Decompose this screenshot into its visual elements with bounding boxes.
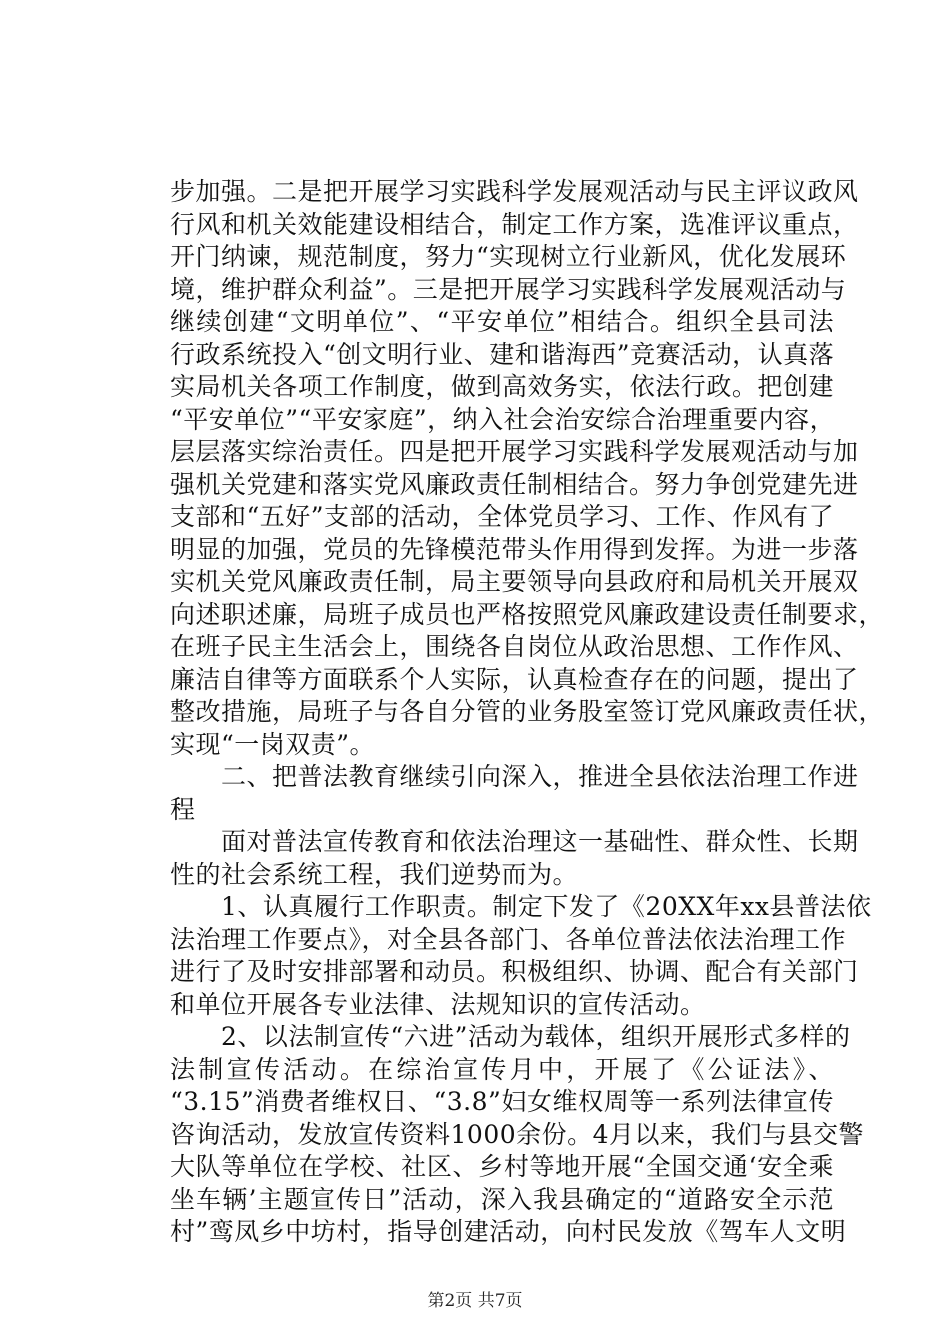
text-line: 继续创建“文明单位”、“平安单位”相结合。组织全县司法 xyxy=(170,307,834,336)
text-line: 强机关党建和落实党风廉政责任制相结合。努力争创党建先进 xyxy=(170,469,859,499)
text-line: 1、认真履行工作职责。制定下发了《20XX年xx县普法依 xyxy=(170,892,872,921)
text-line: 行风和机关效能建设相结合，制定工作方案，选准评议重点， xyxy=(170,209,859,239)
text-line: 开门纳谏，规范制度，努力“实现树立行业新风，优化发展环 xyxy=(170,242,847,271)
text-line: 咨询活动，发放宣传资料1000余份。4月以来，我们与县交警 xyxy=(170,1119,865,1149)
text-line: 境，维护群众利益”。三是把开展学习实践科学发展观活动与 xyxy=(170,274,847,304)
text-line: 实现“一岗双责”。 xyxy=(170,729,376,759)
text-line: 法治理工作要点》，对全县各部门、各单位普法依法治理工作 xyxy=(170,924,847,954)
text-line: 村”鸾凤乡中坊村，指导创建活动，向村民发放《驾车人文明 xyxy=(170,1217,847,1246)
text-line: 廉洁自律等方面联系个人实际，认真检查存在的问题，提出了 xyxy=(170,664,859,694)
text-line: 行政系统投入“创文明行业、建和谐海西”竞赛活动，认真落 xyxy=(170,339,835,369)
text-line: 实局机关各项工作制度，做到高效务实，依法行政。把创建 xyxy=(170,372,834,401)
text-line: 明显的加强，党员的先锋模范带头作用得到发挥。为进一步落 xyxy=(170,534,859,564)
paragraph xyxy=(170,176,885,761)
paragraph xyxy=(170,1021,865,1249)
text-line: 层层落实综治责任。四是把开展学习实践科学发展观活动与加 xyxy=(170,437,859,466)
text-line: 面对普法宣传教育和依法治理这一基础性、群众性、长期 xyxy=(170,827,859,856)
text-line: 进行了及时安排部署和动员。积极组织、协调、配合有关部门 xyxy=(170,957,859,986)
text-line: 向述职述廉，局班子成员也严格按照党风廉政建设责任制要求， xyxy=(170,599,885,629)
text-line: 程 xyxy=(170,794,196,824)
text-line: 二、把普法教育继续引向深入，推进全县依法治理工作进 xyxy=(170,762,859,791)
text-line: 实机关党风廉政责任制，局主要领导向县政府和局机关开展双 xyxy=(170,567,859,596)
text-line: 支部和“五好”支部的活动，全体党员学习、工作、作风有了 xyxy=(170,502,835,531)
text-line: 坐车辆’主题宣传日”活动，深入我县确定的“道路安全示范 xyxy=(170,1184,834,1214)
document-body xyxy=(170,176,885,1249)
text-line: “平安单位”“平安家庭”，纳入社会治安综合治理重要内容， xyxy=(170,404,836,434)
paragraph xyxy=(170,891,872,1021)
text-line: 整改措施，局班子与各自分管的业务股室签订党风廉政责任状， xyxy=(170,697,885,726)
text-line: 性的社会系统工程，我们逆势而为。 xyxy=(170,859,579,889)
text-line: 2、以法制宣传“六进”活动为载体，组织开展形式多样的 xyxy=(170,1022,851,1051)
paragraph xyxy=(170,826,859,891)
text-line: 法制宣传活动。在综治宣传月中，开展了《公证法》、 xyxy=(170,1054,834,1084)
text-line: 步加强。二是把开展学习实践科学发展观活动与民主评议政风 xyxy=(170,177,859,206)
paragraph xyxy=(170,761,859,826)
text-line: “3.15”消费者维权日、“3.8”妇女维权周等一系列法律宣传 xyxy=(170,1087,834,1116)
page-footer: 第2页 共7页 xyxy=(427,1291,523,1311)
text-line: 大队等单位在学校、社区、乡村等地开展“全国交通‘安全乘 xyxy=(170,1152,834,1181)
text-line: 在班子民主生活会上，围绕各自岗位从政治思想、工作作风、 xyxy=(170,632,859,661)
text-line: 和单位开展各专业法律、法规知识的宣传活动。 xyxy=(170,989,706,1019)
